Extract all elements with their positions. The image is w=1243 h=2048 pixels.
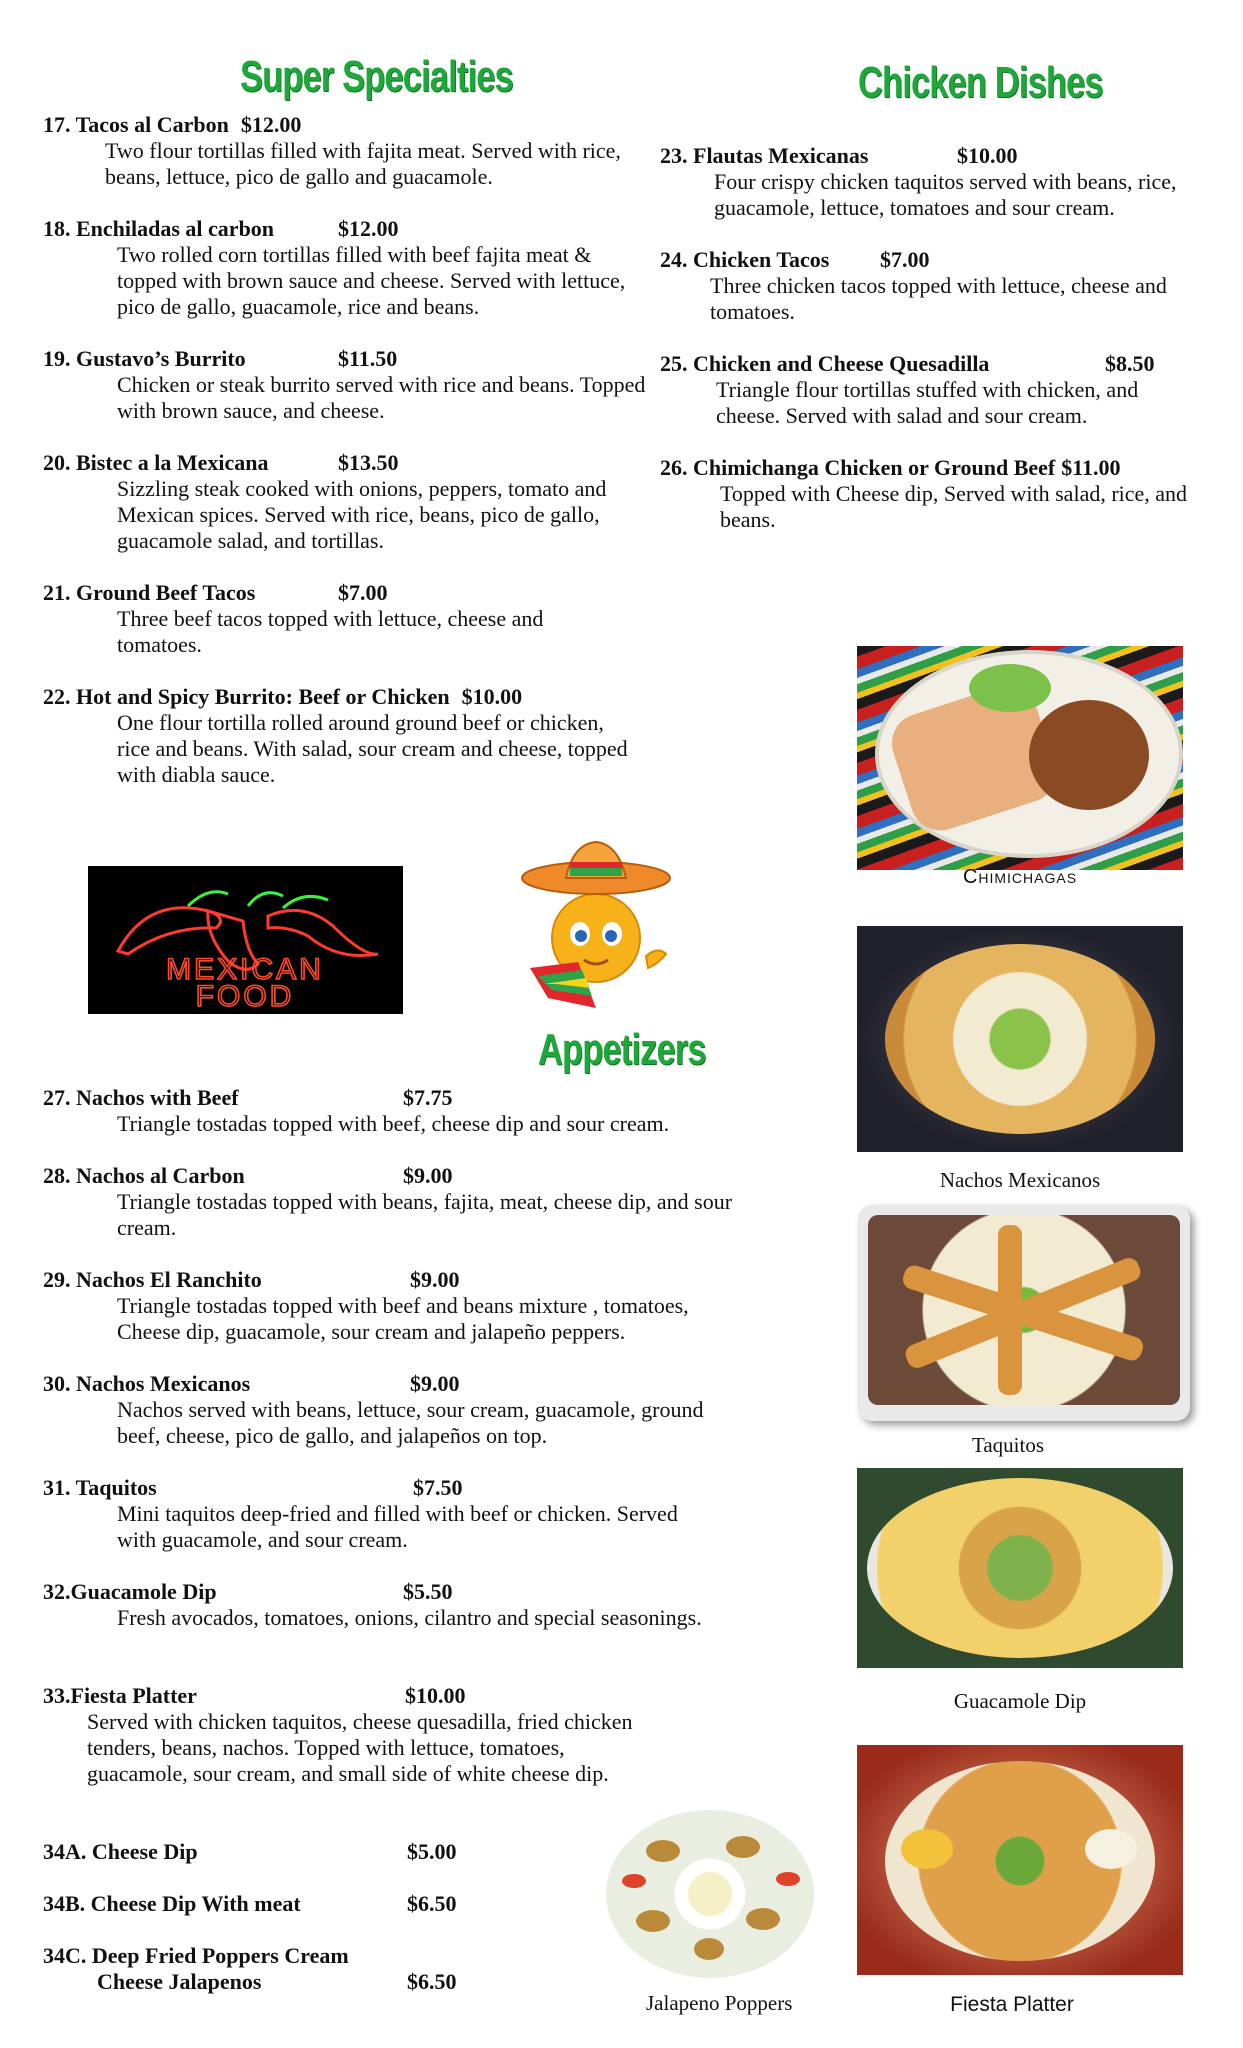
menu-item-19	[43, 346, 646, 424]
item-title-line2: Cheese Jalapenos	[97, 1969, 262, 1994]
item-price: $7.75	[403, 1085, 453, 1110]
item-price: $10.00	[405, 1683, 466, 1708]
item-title: 28. Nachos al Carbon	[43, 1163, 245, 1188]
item-description: Mini taquitos deep-fried and filled with beef or chicken. Served with guacamole, and sour cream.	[117, 1501, 678, 1552]
item-description: Topped with Cheese dip, Served with salad, rice, and beans.	[720, 481, 1188, 532]
guacamole-dip-photo	[857, 1468, 1183, 1668]
item-description: Nachos served with beans, lettuce, sour cream, guacamole, ground beef, cheese, pico de gallo, and jalapeños on top.	[117, 1397, 704, 1448]
item-title: 18. Enchiladas al carbon	[43, 216, 275, 241]
menu-item-32	[43, 1579, 803, 1631]
taquitos-photo	[858, 1205, 1190, 1421]
item-title: 34B. Cheese Dip With meat	[43, 1891, 301, 1916]
item-price: $5.50	[403, 1579, 453, 1604]
item-price: $13.50	[338, 450, 399, 475]
caption-guacamole-dip: Guacamole Dip	[953, 1689, 1087, 1713]
item-title: 20. Bistec a la Mexicana	[43, 450, 269, 475]
heading-super-specialties: Super Specialties	[240, 52, 513, 101]
item-price: $12.00	[338, 216, 399, 241]
menu-item-27	[43, 1085, 783, 1137]
neon-chili-peppers-icon	[88, 866, 403, 1014]
menu-item-20	[43, 450, 643, 554]
heading-appetizers: Appetizers	[538, 1025, 706, 1074]
neon-mexican-food-sign	[88, 866, 403, 1014]
menu-item-34c	[43, 1943, 493, 1995]
item-price: $9.00	[410, 1371, 460, 1396]
item-title: 34A. Cheese Dip	[43, 1839, 198, 1864]
caption-fiesta-platter: Fiesta Platter	[950, 1993, 1074, 2016]
caption-taquitos: Taquitos	[971, 1433, 1045, 1457]
item-title: 19. Gustavo’s Burrito	[43, 346, 246, 371]
item-price: $7.00	[338, 580, 388, 605]
menu-item-21	[43, 580, 643, 658]
item-price: $9.00	[410, 1267, 460, 1292]
item-description: Triangle tostadas topped with beef, cheese dip and sour cream.	[117, 1111, 670, 1136]
item-title: 23. Flautas Mexicanas	[660, 143, 869, 168]
menu-item-22	[43, 684, 663, 788]
item-price: $6.50	[407, 1891, 457, 1916]
item-title: 34C. Deep Fried Poppers Cream	[43, 1943, 349, 1968]
neon-line2: FOOD	[195, 980, 295, 1013]
item-price: $12.00	[240, 112, 302, 137]
menu-item-33	[43, 1683, 783, 1787]
item-title: 32.Guacamole Dip	[43, 1579, 217, 1604]
item-price: $5.00	[407, 1839, 457, 1864]
menu-item-26	[660, 455, 1240, 533]
item-title: 21. Ground Beef Tacos	[43, 580, 256, 605]
item-description: Fresh avocados, tomatoes, onions, cilantro and special seasonings.	[117, 1605, 702, 1630]
item-description: Two rolled corn tortillas filled with beef fajita meat & topped with brown sauce and cheese. Served with lettuce, pico de gallo, guacamole, rice and beans.	[117, 242, 626, 319]
item-price: $7.50	[413, 1475, 463, 1500]
item-title: 31. Taquitos	[43, 1475, 157, 1500]
item-description: Three beef tacos topped with lettuce, cheese and tomatoes.	[117, 606, 544, 657]
menu-item-31	[43, 1475, 783, 1553]
item-description: Four crispy chicken taquitos served with beans, rice, guacamole, lettuce, tomatoes and sour cream.	[714, 169, 1177, 220]
menu-item-25	[660, 351, 1240, 429]
item-description: Served with chicken taquitos, cheese quesadilla, fried chicken tenders, beans, nachos. Topped with lettuce, tomatoes, guacamole, sour cream, and small side of white cheese dip.	[87, 1709, 633, 1786]
neon-line1: MEXICAN	[166, 953, 324, 986]
item-description: Sizzling steak cooked with onions, peppers, tomato and Mexican spices. Served with rice, beans, pico de gallo, guacamole salad, and tortillas.	[117, 476, 607, 553]
heading-chicken-dishes: Chicken Dishes	[858, 58, 1103, 107]
menu-item-28	[43, 1163, 783, 1241]
item-description: Three chicken tacos topped with lettuce, cheese and tomatoes.	[710, 273, 1167, 324]
sombrero-emoji-icon	[518, 838, 693, 1013]
item-title: 33.Fiesta Platter	[43, 1683, 197, 1708]
caption-jalapeno-poppers: Jalapeno Poppers	[646, 1991, 793, 2015]
item-price: $10.00	[957, 143, 1018, 168]
item-title: 24. Chicken Tacos	[660, 247, 830, 272]
item-description: Triangle tostadas topped with beans, fajita, meat, cheese dip, and sour cream.	[117, 1189, 733, 1240]
caption-nachos-mexicanos: Nachos Mexicanos	[939, 1168, 1101, 1192]
item-price: $7.00	[880, 247, 930, 272]
caption-chimichangas: Chimichagas	[962, 866, 1078, 888]
menu-item-17	[43, 112, 643, 190]
item-description: Chicken or steak burrito served with rice and beans. Topped with brown sauce, and cheese.	[117, 372, 646, 423]
item-title: 27. Nachos with Beef	[43, 1085, 239, 1110]
nachos-mexicanos-photo	[857, 926, 1183, 1152]
item-title: 22. Hot and Spicy Burrito: Beef or Chicken	[43, 684, 450, 709]
menu-item-24	[660, 247, 1240, 325]
menu-item-18	[43, 216, 643, 320]
menu-item-34a	[43, 1839, 493, 1865]
item-description: Triangle tostadas topped with beef and beans mixture , tomatoes, Cheese dip, guacamole, sour cream and jalapeño peppers.	[117, 1293, 689, 1344]
jalapeno-poppers-photo	[606, 1810, 814, 1980]
item-description: Triangle flour tortillas stuffed with chicken, and cheese. Served with salad and sour cream.	[716, 377, 1139, 428]
item-price: $8.50	[1105, 351, 1155, 376]
item-price: $10.00	[461, 684, 523, 709]
chimichanga-photo	[857, 646, 1183, 870]
menu-item-30	[43, 1371, 783, 1449]
item-title: 17. Tacos al Carbon	[43, 112, 229, 137]
item-description: Two flour tortillas filled with fajita meat. Served with rice, beans, lettuce, pico de gallo and guacamole.	[105, 138, 621, 189]
item-price: $11.50	[338, 346, 398, 371]
item-price: $6.50	[407, 1969, 457, 1994]
item-title: 25. Chicken and Cheese Quesadilla	[660, 351, 990, 376]
menu-item-23	[660, 143, 1240, 221]
fiesta-platter-photo	[857, 1745, 1183, 1975]
item-title: 29. Nachos El Ranchito	[43, 1267, 262, 1292]
item-title: 30. Nachos Mexicanos	[43, 1371, 251, 1396]
item-price: $11.00	[1061, 455, 1121, 480]
item-price: $9.00	[403, 1163, 453, 1188]
menu-item-34b	[43, 1891, 493, 1917]
menu-item-29	[43, 1267, 783, 1345]
item-title: 26. Chimichanga Chicken or Ground Beef	[660, 455, 1056, 480]
item-description: One flour tortilla rolled around ground beef or chicken, rice and beans. With salad, sour cream and cheese, topped with diabla sauce.	[117, 710, 628, 787]
